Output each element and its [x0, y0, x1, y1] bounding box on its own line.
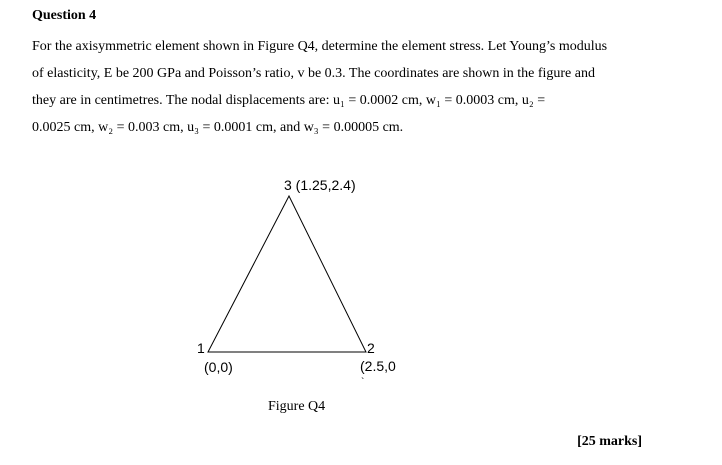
node-2-number: 2: [367, 340, 375, 356]
question-line-3: they are in centimetres. The nodal displacements are: u₁ = 0.0002 cm, w₁ = 0.0003 cm, u₂ =: [32, 93, 546, 108]
node-1-number: 1: [197, 340, 205, 356]
question-heading: Question 4: [32, 8, 97, 23]
figure-caption: Figure Q4: [268, 399, 326, 414]
question-line-1: For the axisymmetric element shown in Figure Q4, determine the element stress. Let Young’s modulus: [32, 39, 608, 54]
stray-tick-mark: `: [361, 377, 365, 388]
node-2-coords: (2.5,0: [360, 358, 396, 374]
node-1-coords: (0,0): [204, 359, 233, 375]
marks-label: [25 marks]: [577, 434, 642, 449]
node-3-label: 3 (1.25,2.4): [284, 177, 356, 193]
triangle-element: [208, 196, 366, 352]
question-line-2: of elasticity, E be 200 GPa and Poisson’s ratio, v be 0.3. The coordinates are shown in the figure and: [32, 66, 595, 81]
question-line-4: 0.0025 cm, w₂ = 0.003 cm, u₃ = 0.0001 cm, and w₃ = 0.00005 cm.: [32, 120, 404, 135]
